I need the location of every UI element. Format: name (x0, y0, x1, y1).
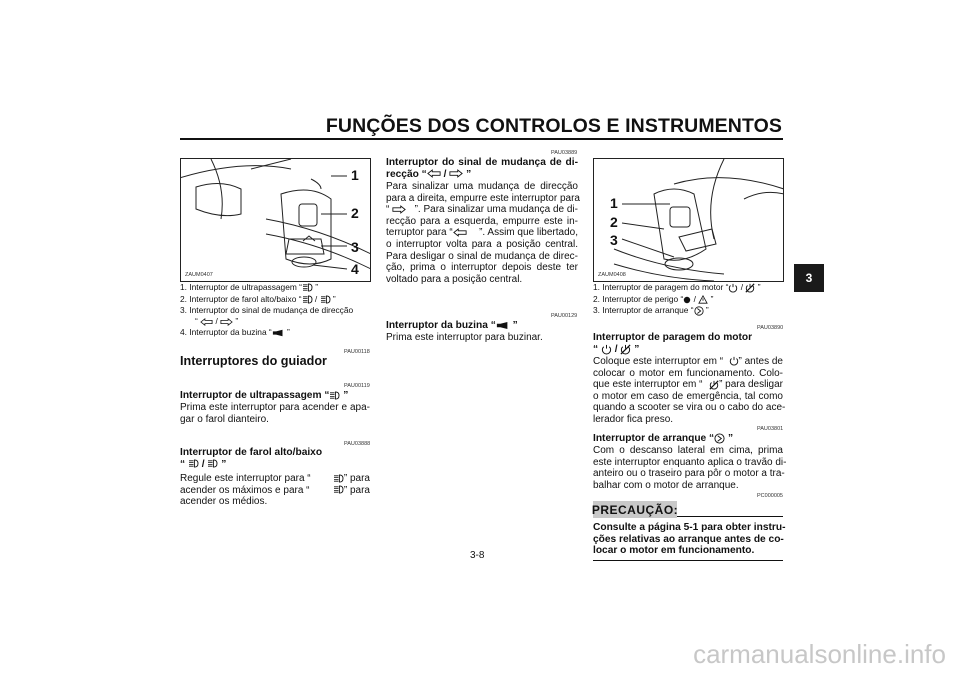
callout-2: 2 (351, 205, 359, 221)
turn-left-icon (453, 228, 467, 237)
caption-2: 2. Interruptor de perigo “ / ” (593, 294, 714, 304)
caption-2: 2. Interruptor de farol alto/baixo “ / ” (180, 294, 336, 304)
high-beam-icon (302, 295, 313, 304)
horn-icon (272, 329, 285, 337)
caption-3: 3. Interruptor do sinal de mudança de direcção (180, 305, 354, 315)
paragraph-engine-stop: Coloque este interruptor em “ ” antes de colocar o motor em funcionamento. Colo- que este interruptor em “ ” para desligar o motor em caso de emergência, tal como quando a scooter se vira ou o cabo do ace- lerador fica preso. (593, 356, 786, 425)
start-icon (714, 433, 725, 444)
figure-code: ZAUM0407 (185, 272, 213, 278)
handlebar-left-illustration (181, 159, 370, 281)
callout-1: 1 (610, 195, 618, 211)
page-number: 3-8 (470, 550, 485, 561)
caution-rule-top (677, 516, 783, 517)
callout-3: 3 (610, 232, 618, 248)
horn-icon (496, 321, 510, 330)
callout-4: 4 (351, 261, 359, 277)
code-pau03888: PAU03888 (344, 441, 371, 447)
caution-text: Consulte a página 5-1 para obter instru- ções relativas ao arranque antes de co- locar o motor em funcionamento. (593, 522, 786, 557)
handlebar-right-illustration (594, 159, 783, 281)
subheading-beam: Interruptor de farol alto/baixo “ / ” (180, 447, 323, 470)
high-beam-icon (333, 474, 344, 483)
turn-right-icon (449, 169, 463, 178)
subheading-start: Interruptor de arranque “ ” (593, 433, 734, 445)
caption-3: 3. Interruptor de arranque “ ” (593, 305, 709, 315)
turn-right-icon (220, 318, 233, 326)
caution-rule-bottom (593, 560, 783, 561)
subheading-horn: Interruptor da buzina “ ” (386, 320, 518, 331)
engine-run-icon (729, 356, 739, 366)
low-beam-icon (333, 485, 344, 494)
paragraph-horn: Prima este interruptor para buzinar. (386, 332, 543, 343)
turn-right-icon (392, 205, 406, 214)
callout-3: 3 (351, 239, 359, 255)
handlebar-left-figure (180, 158, 371, 282)
chapter-tab: 3 (794, 264, 824, 292)
engine-stop-icon (745, 283, 755, 293)
paragraph-turn: Para sinalizar uma mudança de direcção para a direita, empurre este interruptor para “ ”. Para sinalizar uma mudança de di- recção para a esquerda, empurre este in- terruptor para “ ”. Assim que libertado, o interruptor volta para a posição central. Para desligar o sinal de mudança de direc- ção, prima o interruptor depois deste ter voltado para a posição central. (386, 181, 580, 285)
turn-left-icon (200, 318, 213, 326)
code-pau00118: PAU00118 (344, 349, 370, 355)
engine-run-icon (601, 344, 612, 355)
callout-1: 1 (351, 167, 359, 183)
caution-label: PRECAUÇÃO: (591, 502, 679, 517)
section-heading: Interruptores do guiador (180, 354, 327, 368)
caption-3b: “ / ” (195, 316, 239, 326)
low-beam-icon (320, 295, 331, 304)
caption-1: 1. Interruptor de ultrapassagem “ ” (180, 282, 319, 292)
figure-code: ZAUM0408 (598, 272, 626, 278)
caption-1: 1. Interruptor de paragem do motor “ / ” (593, 282, 761, 292)
code-pau00129: PAU00129 (551, 313, 578, 319)
engine-stop-icon (709, 380, 719, 390)
header-rule (180, 138, 783, 140)
engine-stop-icon (620, 344, 631, 355)
start-icon (694, 306, 704, 316)
hazard-triangle-icon (698, 295, 708, 304)
caption-4: 4. Interruptor da buzina “ ” (180, 327, 290, 337)
callout-2: 2 (610, 214, 618, 230)
low-beam-icon (207, 459, 218, 468)
code-pau00119: PAU00119 (344, 383, 370, 389)
subheading-turn: Interruptor do sinal de mudança de di- recção “ / ” (386, 157, 578, 180)
code-pau03889: PAU03889 (551, 150, 578, 156)
code-pc000005: PC000005 (757, 493, 783, 499)
turn-left-icon (427, 169, 441, 178)
handlebar-right-figure (593, 158, 784, 282)
hazard-dot-icon (683, 296, 691, 304)
high-beam-icon (188, 459, 199, 468)
subheading-engine-stop: Interruptor de paragem do motor “ / ” (593, 332, 753, 355)
code-pau03890: PAU03890 (757, 325, 784, 331)
passing-icon (302, 283, 313, 292)
paragraph-beam: Regule este interruptor para “ ” para acender os máximos e para “ ” para acender os médios. (180, 473, 370, 508)
paragraph-start: Com o descanso lateral em cima, prima este interruptor enquanto aplica o travão di- anteiro ou o traseiro para pôr o motor a tra- balhar com o motor de arranque. (593, 445, 787, 491)
engine-run-icon (728, 283, 738, 293)
watermark[interactable]: carmanualsonline.info (693, 639, 946, 669)
code-pau03801: PAU03801 (757, 426, 784, 432)
subheading-passing: Interruptor de ultrapassagem “ ” (180, 390, 349, 401)
paragraph-passing: Prima este interruptor para acender e apa- gar o farol dianteiro. (180, 402, 370, 425)
page-header-title: FUNÇÕES DOS CONTROLOS E INSTRUMENTOS (325, 115, 782, 137)
passing-icon (329, 391, 340, 400)
